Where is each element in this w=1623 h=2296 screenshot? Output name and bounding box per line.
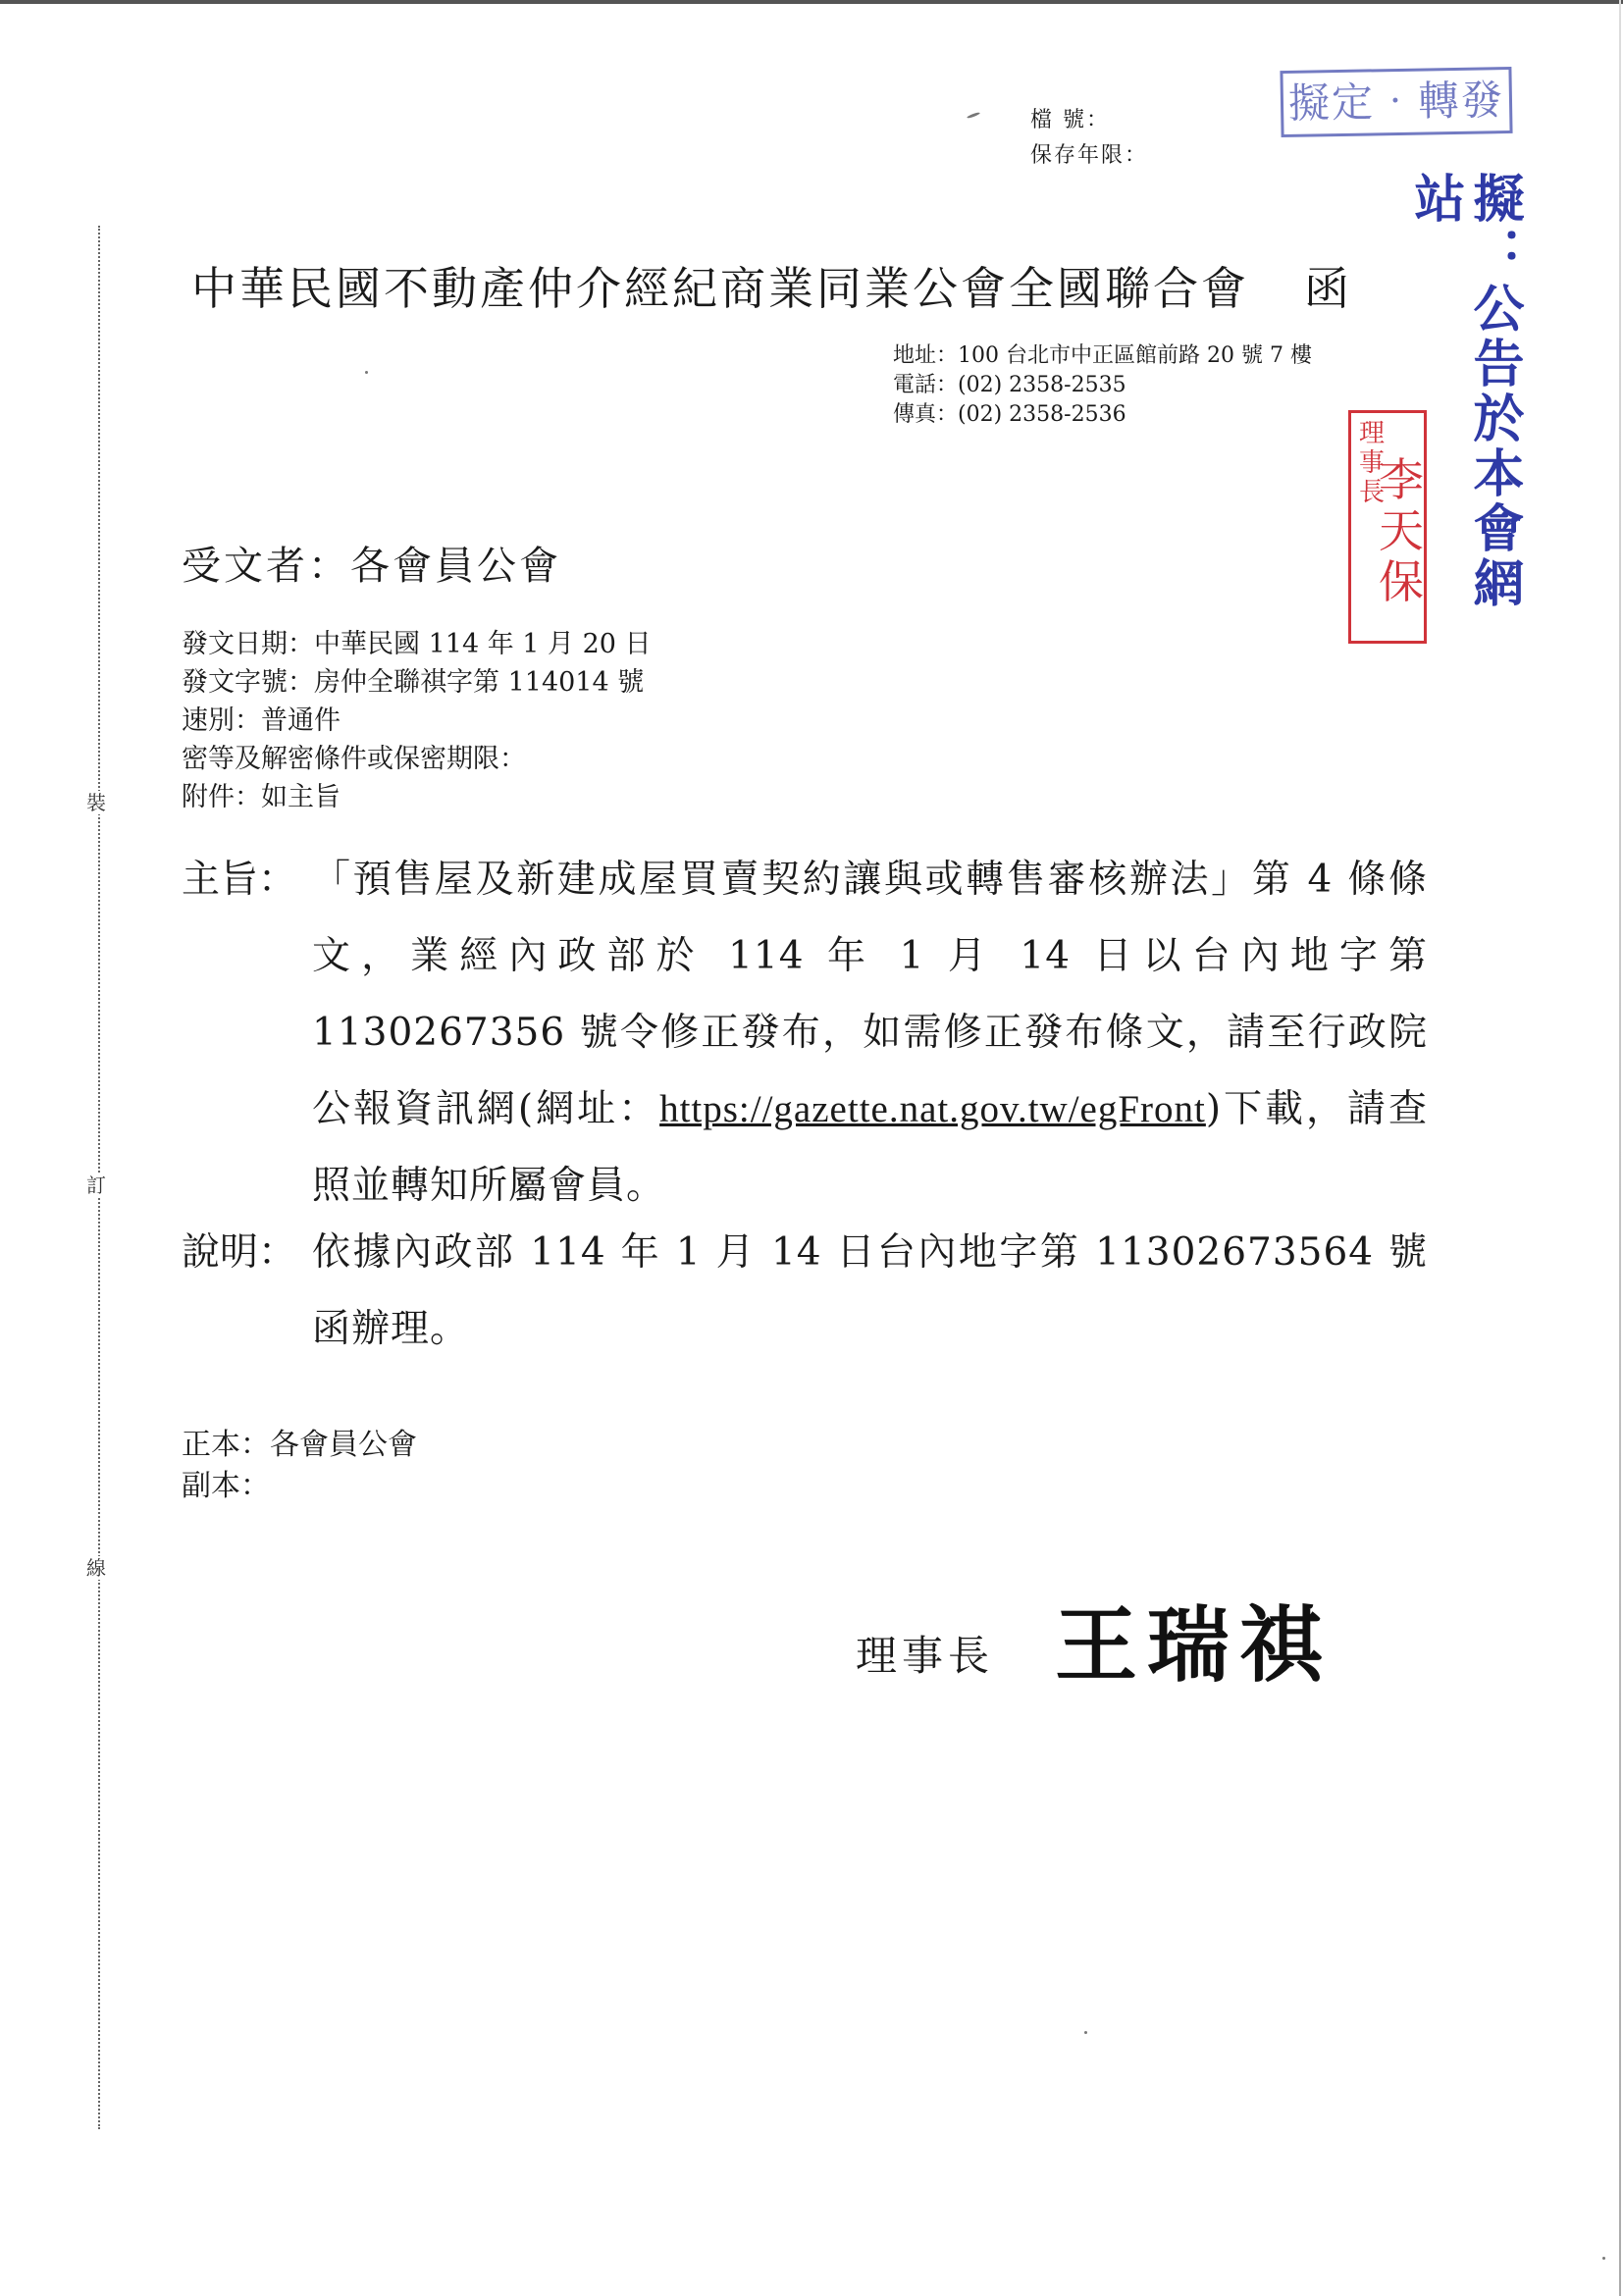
forward-stamp: 擬定‧轉發	[1280, 67, 1512, 137]
subject-text-end: )下載，請查照並轉知所屬會員。	[312, 1087, 1429, 1208]
urgency: 速別：普通件	[182, 705, 340, 736]
document-meta	[182, 625, 652, 816]
scan-speck	[967, 112, 980, 120]
binding-mark-ding: 訂	[86, 1174, 106, 1197]
gazette-link[interactable]: https://gazette.nat.gov.tw/egFront	[659, 1088, 1206, 1130]
subject-paragraph	[182, 842, 1428, 1225]
file-number-label: 檔 號：	[1030, 108, 1110, 132]
recipient: 受文者：各會員公會	[182, 544, 561, 589]
scan-right-edge	[1619, 0, 1621, 2296]
binding-mark-zhuang: 裝	[86, 791, 106, 814]
distribution	[182, 1425, 417, 1507]
original-recipients: 正本：各會員公會	[182, 1428, 417, 1462]
chairman-seal	[1348, 410, 1427, 644]
document-header	[191, 253, 1352, 318]
signature-name: 王瑞祺	[1055, 1597, 1333, 1694]
file-meta	[1030, 103, 1148, 174]
retention-period-label: 保存年限：	[1030, 143, 1149, 168]
phone: 電話：(02) 2358-2535	[893, 373, 1126, 397]
subject-label: 主旨：	[182, 858, 297, 902]
address: 地址：100 台北市中正區館前路 20 號 7 樓	[893, 343, 1312, 368]
scan-top-edge	[0, 0, 1623, 4]
publish-website-stamp: 擬：公告於本會網站	[1405, 172, 1524, 611]
contact-info	[893, 341, 1312, 430]
chairman-seal-name: 李天保	[1379, 453, 1424, 608]
scan-speck	[365, 371, 368, 374]
document-type: 函	[1304, 262, 1352, 315]
document-number: 發文字號：房仲全聯祺字第 114014 號	[182, 667, 645, 698]
binding-mark-xian: 線	[86, 1556, 106, 1580]
copy-recipients: 副本：	[182, 1469, 270, 1503]
explanation-text: 依據內政部 114 年 1 月 14 日台內地字第 11302673564 號函辦理。	[312, 1230, 1428, 1351]
explanation-label: 說明：	[182, 1230, 297, 1275]
scan-speck	[1602, 2257, 1605, 2260]
subject-text-main: 「預售屋及新建成屋買賣契約讓與或轉售審核辦法」第 4 條條文，業經內政部於 114 年 1 月 14 日以台內地字第 1130267356 號令修正發布，如需修正發布條文，請至行政院公報資訊網(網址：	[312, 858, 1428, 1131]
signature-title: 理事長	[856, 1632, 995, 1680]
explanation-paragraph	[182, 1215, 1428, 1368]
issue-date: 發文日期：中華民國 114 年 1 月 20 日	[182, 629, 652, 659]
scan-speck	[1084, 2031, 1087, 2034]
subject-text	[312, 842, 1428, 1225]
chairman-seal-title: 理事長	[1358, 419, 1385, 507]
attachment: 附件：如主旨	[182, 782, 340, 812]
fax: 傳真：(02) 2358-2536	[893, 402, 1126, 427]
secrecy-level: 密等及解密條件或保密期限：	[182, 744, 526, 774]
organization-name: 中華民國不動產仲介經紀商業同業公會全國聯合會	[191, 262, 1249, 315]
